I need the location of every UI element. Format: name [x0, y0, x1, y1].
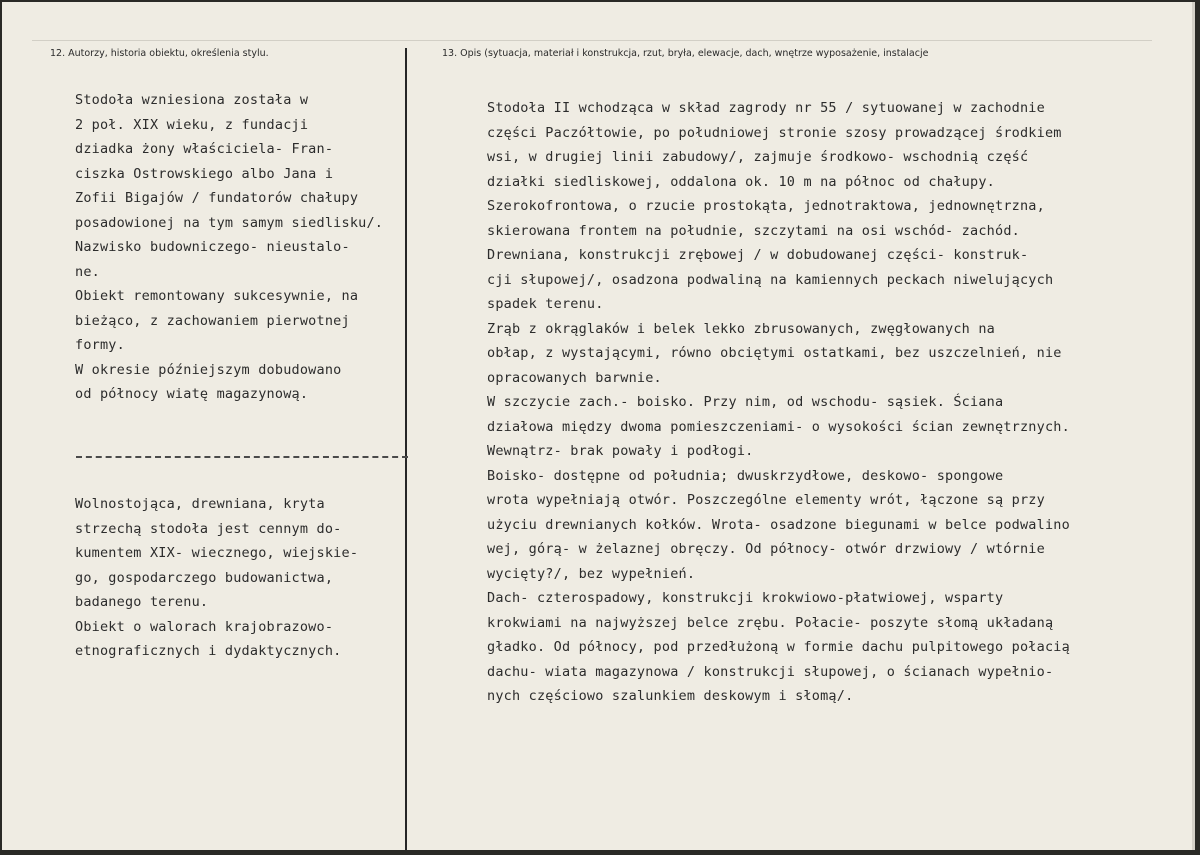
- text-line: wej, górą- w żelaznej obręczy. Od północy- otwór drzwiowy / wtórnie: [487, 541, 1045, 557]
- text-line: Obiekt o walorach krajobrazowo-: [75, 618, 334, 635]
- text-line: od północy wiatę magazynową.: [75, 386, 309, 402]
- text-line: Zofii Bigajów / fundatorów chałupy: [75, 190, 359, 206]
- text-line: W okresie późniejszym dobudowano: [75, 361, 342, 378]
- assessment-text: [75, 492, 358, 664]
- text-line: 2 poł. XIX wieku, z fundacji: [75, 116, 309, 133]
- text-line: Drewniana, konstrukcji zrębowej / w dobudowanej części- konstruk-: [487, 247, 1029, 263]
- text-line: posadowionej na tym samym siedlisku/.: [75, 214, 384, 231]
- text-line: Stodoła II wchodząca w skład zagrody nr 55 / sytuowanej w zachodnie: [487, 100, 1045, 116]
- text-line: go, gospodarczego budowanictwa,: [75, 569, 334, 586]
- text-line: wycięty?/, bez wypełnień.: [487, 565, 696, 582]
- text-line: kumentem XIX- wiecznego, wiejskie-: [75, 545, 359, 561]
- text-line: strzechą stodoła jest cennym do-: [75, 520, 342, 537]
- text-line: użyciu drewnianych kołków. Wrota- osadzone biegunami w belce podwalino: [487, 516, 1070, 533]
- section-divider: [76, 456, 408, 460]
- text-line: obłap, z wystającymi, równo obciętymi ostatkami, bez uszczelnień, nie: [487, 345, 1062, 361]
- text-line: spadek terenu.: [487, 296, 604, 312]
- text-line: Obiekt remontowany sukcesywnie, na: [75, 288, 359, 304]
- text-line: krokwiami na najwyższej belce zrębu. Połacie- poszyte słomą układaną: [487, 614, 1054, 631]
- text-line: wrota wypełniają otwór. Poszczególne elementy wrót, łączone są przy: [487, 492, 1045, 508]
- history-text: [75, 88, 383, 407]
- text-line: etnograficznych i dydaktycznych.: [75, 643, 342, 659]
- text-line: działki siedliskowej, oddalona ok. 10 m na północ od chałupy.: [487, 173, 995, 190]
- text-line: opracowanych barwnie.: [487, 369, 662, 386]
- text-line: części Paczółtowie, po południowej stronie szosy prowadzącej środkiem: [487, 124, 1062, 141]
- text-line: Nazwisko budowniczego- nieustalo-: [75, 239, 350, 255]
- text-line: W szczycie zach.- boisko. Przy nim, od wschodu- sąsiek. Ściana: [487, 394, 1004, 410]
- top-rule: [32, 40, 1152, 41]
- text-line: Boisko- dostępne od południa; dwuskrzydłowe, deskowo- spongowe: [487, 467, 1004, 484]
- text-line: wsi, w drugiej linii zabudowy/, zajmuje środkowo- wschodnią część: [487, 149, 1029, 165]
- text-line: nych częściowo szalunkiem deskowym i słomą/.: [487, 688, 854, 704]
- text-line: cji słupowej/, osadzona podwaliną na kamiennych peckach niwelujących: [487, 271, 1054, 288]
- text-line: gładko. Od północy, pod przedłużoną w formie dachu pulpitowego połacią: [487, 639, 1070, 655]
- text-line: bieżąco, z zachowaniem pierwotnej: [75, 312, 350, 329]
- text-line: ne.: [75, 263, 100, 280]
- inventory-card: [2, 2, 1195, 850]
- section-12-heading: 12. Autorzy, historia obiektu, określenia stylu.: [50, 48, 269, 59]
- text-line: formy.: [75, 337, 125, 353]
- text-line: Wolnostojąca, drewniana, kryta: [75, 496, 325, 512]
- text-line: Wewnątrz- brak powały i podłogi.: [487, 443, 754, 459]
- text-line: dziadka żony właściciela- Fran-: [75, 141, 334, 157]
- text-line: ciszka Ostrowskiego albo Jana i: [75, 165, 334, 182]
- section-13-heading: 13. Opis (sytuacja, materiał i konstrukcja, rzut, bryła, elewacje, dach, wnętrze wyposażenie, instalacje: [442, 48, 929, 59]
- text-line: Stodoła wzniesiona została w: [75, 92, 309, 108]
- column-divider: [405, 48, 407, 850]
- text-line: Dach- czterospadowy, konstrukcji krokwiowo-płatwiowej, wsparty: [487, 590, 1004, 606]
- text-line: Zrąb z okrąglaków i belek lekko zbrusowanych, zwęgłowanych na: [487, 320, 995, 337]
- text-line: dachu- wiata magazynowa / konstrukcji słupowej, o ścianach wypełnio-: [487, 663, 1054, 680]
- text-line: działowa między dwoma pomieszczeniami- o wysokości ścian zewnętrznych.: [487, 418, 1070, 435]
- description-text: [487, 96, 1070, 709]
- text-line: Szerokofrontowa, o rzucie prostokąta, jednotraktowa, jednownętrzna,: [487, 198, 1045, 214]
- text-line: skierowana frontem na południe, szczytami na osi wschód- zachód.: [487, 222, 1020, 239]
- text-line: badanego terenu.: [75, 594, 209, 610]
